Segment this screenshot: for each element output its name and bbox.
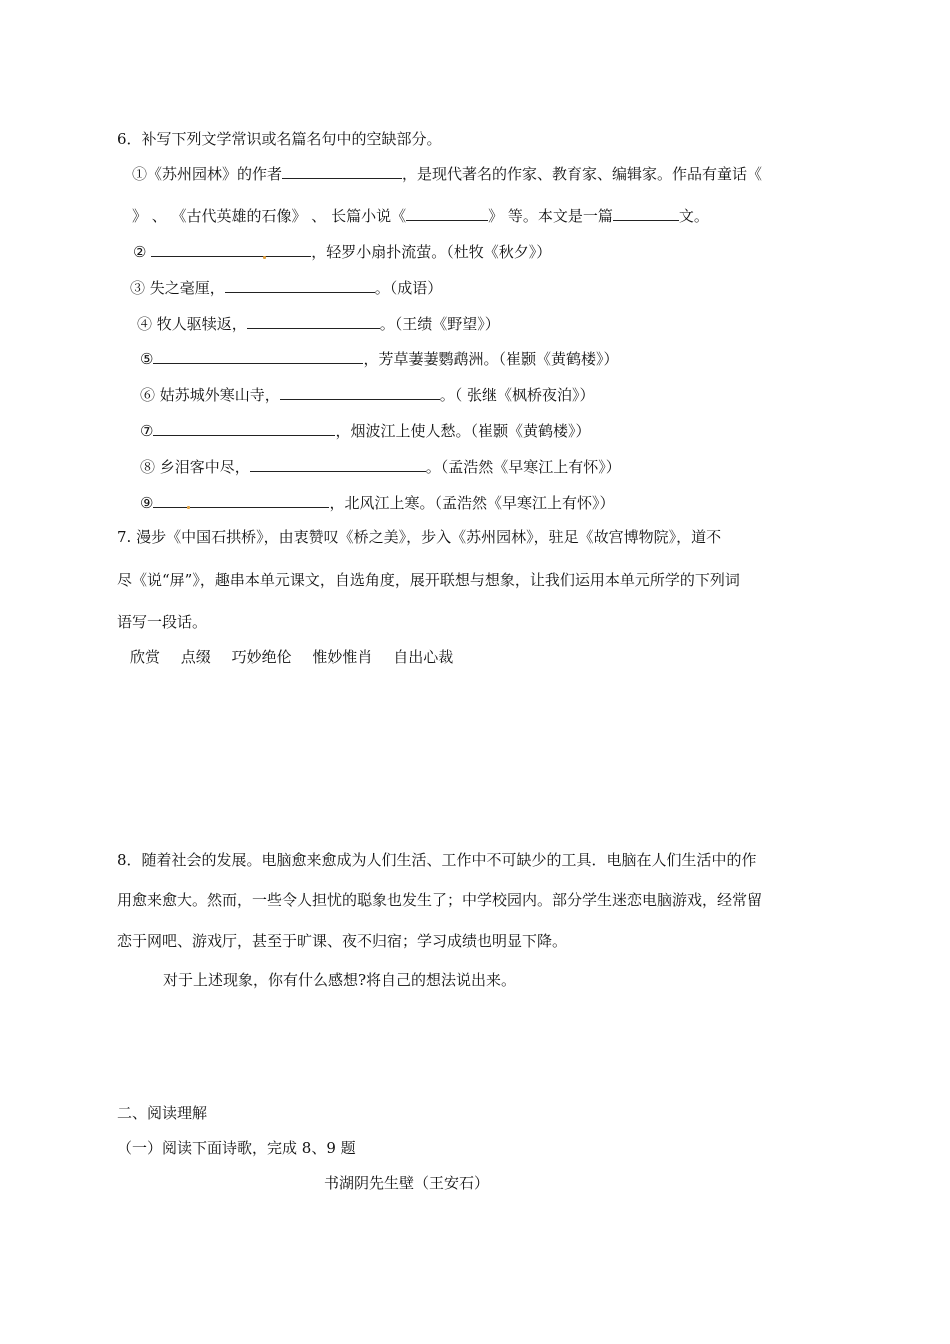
q6-item7-num: ⑦ bbox=[140, 422, 154, 440]
q8-line1: 8．随着社会的发展。电脑愈来愈成为人们生活、工作中不可缺少的工具．电脑在人们生活中的作 bbox=[117, 851, 757, 869]
q7-word: 惟妙惟肖 bbox=[312, 648, 373, 666]
q6-item2 bbox=[133, 240, 551, 263]
q7-word: 自出心裁 bbox=[393, 648, 454, 666]
q6-item6-blank[interactable] bbox=[280, 383, 440, 400]
q6-item7-blank[interactable] bbox=[153, 419, 335, 436]
q6-item1-line1 bbox=[132, 162, 762, 185]
section2-heading: 二、阅读理解 bbox=[117, 1104, 208, 1122]
q7-word-list bbox=[130, 646, 453, 668]
q6-item4-text-b: 。（王绩《野望》） bbox=[379, 315, 500, 333]
q6-item9 bbox=[140, 491, 614, 514]
q6-item5-text: ，芳草萋萋鹦鹉洲。（崔颢《黄鹤楼》） bbox=[363, 350, 619, 368]
q6-item1-text-a: ①《苏州园林》的作者 bbox=[132, 165, 283, 183]
q6-item6-text-a: ⑥ 姑苏城外寒山寺， bbox=[140, 386, 280, 404]
q6-item1-line2 bbox=[132, 204, 709, 227]
q6-item8 bbox=[140, 455, 621, 478]
q6-item5-blank[interactable] bbox=[153, 347, 363, 364]
q6-item3-text-b: 。（成语） bbox=[374, 279, 443, 297]
q6-item4-text-a: ④ 牧人驱犊返， bbox=[137, 315, 247, 333]
q6-item6-text-b: 。（ 张继《枫桥夜泊》） bbox=[439, 386, 595, 404]
q6-item8-blank[interactable] bbox=[250, 455, 426, 472]
poem-title: 书湖阴先生壁（王安石） bbox=[324, 1174, 490, 1192]
q8-prompt: 对于上述现象，你有什么感想?将自己的想法说出来。 bbox=[163, 971, 517, 989]
q6-item9-blank[interactable] bbox=[153, 491, 329, 508]
q6-item4-blank[interactable] bbox=[247, 312, 380, 329]
q6-item1-text-c: 》 、 《古代英雄的石像》 、 长篇小说《 bbox=[132, 207, 407, 225]
q6-item4 bbox=[137, 312, 500, 335]
q6-item9-text: ，北风江上寒。（孟浩然《早寒江上有怀》） bbox=[329, 494, 615, 512]
q7-word: 欣赏 bbox=[130, 648, 161, 666]
q6-item2-blank[interactable] bbox=[151, 240, 311, 257]
q6-item1-text-b: ，是现代著名的作家、教育家、编辑家。作品有童话《 bbox=[402, 165, 763, 183]
q6-item5 bbox=[140, 347, 618, 370]
q6-item1-novel-blank[interactable] bbox=[406, 204, 488, 221]
q6-item7 bbox=[140, 419, 590, 442]
q6-item3-blank[interactable] bbox=[225, 276, 375, 293]
q8-line3: 恋于网吧、游戏厅，甚至于旷课、夜不归宿；学习成绩也明显下降。 bbox=[117, 932, 568, 950]
q6-item1-text-e: 文。 bbox=[678, 207, 709, 225]
q6-item8-text-b: 。（孟浩然《早寒江上有怀》） bbox=[425, 458, 621, 476]
q6-item2-text: ，轻罗小扇扑流萤。（杜牧《秋夕》） bbox=[311, 243, 552, 261]
q6-item2-num: ② bbox=[133, 243, 152, 261]
q6-item6 bbox=[140, 383, 595, 406]
q6-item3-text-a: ③ 失之毫厘， bbox=[130, 279, 225, 297]
stray-mark bbox=[263, 256, 266, 259]
q6-item5-num: ⑤ bbox=[140, 350, 154, 368]
q6-item7-text: ，烟波江上使人愁。（崔颢《黄鹤楼》） bbox=[335, 422, 591, 440]
q7-word: 巧妙绝伦 bbox=[231, 648, 292, 666]
q6-item3 bbox=[130, 276, 442, 299]
q7-line1: 7. 漫步《中国石拱桥》，由衷赞叹《桥之美》，步入《苏州园林》，驻足《故宫博物院》，道不 bbox=[117, 528, 722, 546]
section2-subheading: （一）阅读下面诗歌，完成 8、9 题 bbox=[117, 1139, 356, 1157]
q6-item1-genre-blank[interactable] bbox=[613, 204, 679, 221]
q6-item1-author-blank[interactable] bbox=[282, 162, 402, 179]
q7-line3: 语写一段话。 bbox=[117, 613, 208, 631]
q6-item8-text-a: ⑧ 乡泪客中尽， bbox=[140, 458, 250, 476]
q6-title: 6．补写下列文学常识或名篇名句中的空缺部分。 bbox=[117, 130, 442, 148]
q6-item9-num: ⑨ bbox=[140, 494, 154, 512]
q6-item1-text-d: 》 等。本文是一篇 bbox=[488, 207, 613, 225]
q7-line2: 尽《说“屏”》，趣串本单元课文，自选角度，展开联想与想象，让我们运用本单元所学的下列词 bbox=[117, 571, 740, 589]
q8-line2: 用愈来愈大。然而，一些令人担忧的聪象也发生了；中学校园内。部分学生迷恋电脑游戏，经常留 bbox=[117, 891, 763, 909]
stray-mark bbox=[187, 506, 190, 509]
q7-word: 点缀 bbox=[180, 648, 211, 666]
